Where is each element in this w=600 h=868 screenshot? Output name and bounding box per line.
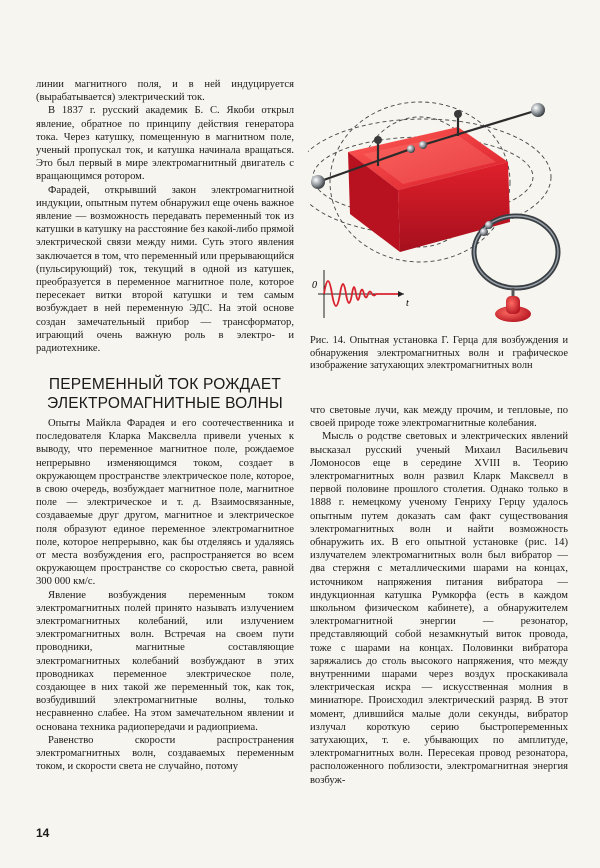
right-column-bottom — [310, 404, 568, 787]
paragraph: Равенство скорости распространения электромагнитных волн, создаваемых переменным током, и скорости света не случайно, потому — [36, 734, 294, 773]
hertz-apparatus-illustration — [308, 82, 570, 328]
paragraph: что световые лучи, как между прочим, и тепловые, по своей природе тоже электромагнитные колебания. — [310, 405, 568, 430]
paragraph: В 1837 г. русский академик Б. С. Якоби открыл явление, обратное по принципу действия генератора тока. Через катушку, помещенную в магнитном поле, ученый пропускал ток, и катушка начинала вращаться. Это был первый в мире электромагнитный двигатель с вращающимся ротором. — [36, 105, 294, 183]
vibrator-ball — [311, 175, 325, 189]
paragraph: Мысль о родстве световых и электрических явлений высказал русский ученый Михаил Васильевич Ломоносов еще в середине XVIII в. Теорию электромагнитных волн развил Кларк Максвелл в первой половине прошлого столетия. Однако только в 1888 г. немецкому ученому Генриху Герцу удалось опытным путем доказать сам факт существования электромагнитных волн и найти возможность обнаружить их. В его опытной установке (рис. 14) излучателем электромагнитных волн был вибратор — два стержня с металлическими шарами на концах, источником напряжения питания вибратора — индукционная катушка Румкорфа (есть в каждом школьном физическом кабинете), а обнаружителем электромагнитной энергии — резонатор, представляющий собой незамкнутый виток провода, тоже с шарами на концах. Половинки вибратора заряжались до столь высокого напряжения, что между внутренними шарами через воздух проскакивала электрическая искра — искусственная молния в миниатюре. Происходил электрический разряд. В этот момент, длившийся малые доли секунды, вибратор излучал короткую серию быстропеременных затухающих, т. е. убывающих по амплитуде, электромагнитных волн. Пересекая провод резонатора, расположенного поблизости, электромагнитная энергия возбуж- — [310, 431, 568, 786]
section-heading: ПЕРЕМЕННЫЙ ТОК РОЖДАЕТ ЭЛЕКТРОМАГНИТНЫЕ ВОЛНЫ — [47, 376, 283, 412]
axis-label-left: 0 — [312, 280, 317, 291]
hertz-apparatus-figure — [308, 82, 570, 328]
page-number: 14 — [36, 826, 50, 840]
resonator — [474, 216, 558, 322]
vibrator-ball — [531, 103, 545, 117]
axis-label-right: t — [406, 298, 409, 309]
left-column-top — [36, 78, 294, 355]
figure-caption: Рис. 14. Опытная установка Г. Герца для возбуждения и обнаружения электромагнитных волн и графическое изображение затухающих электромагнитных волн — [310, 335, 568, 372]
paragraph: Явление возбуждения переменным током электромагнитных полей принято называть излучением электромагнитных колебаний, или излучением электромагнитных волн. Встречая на своем пути проводники, магнитные составляющие электромагнитных колебаний возбуждают в этих проводниках переменное электрическое поле, создающее в них такой же переменный ток, как ток, возбудивший электромагнитные волны, только несравненно слабее. На этом замечательном явлении и основана техника радиопередачи и радиоприема. — [36, 589, 294, 733]
spark-gap-ball — [419, 141, 427, 149]
paragraph: Фарадей, открывший закон электромагнитной индукции, опытным путем обнаружил еще очень важное явление — возможность передавать переменный ток из катушки в катушку на расстояние без какой-либо прямой электрической связи между ними. Суть этого явления заключается в том, что переменный или прерывающийся (пульсирующий) ток, текущий в одной из катушек, преобразуется в переменное магнитное поле, которое пересекает витки второй катушки и тем самым возбуждает в ней переменную ЭДС. На этой основе создан замечательный прибор — трансформатор, играющий очень важную роль в электро- и радиотехнике. — [36, 184, 294, 355]
left-column-bottom — [36, 417, 294, 773]
damped-wave-graph — [318, 270, 404, 318]
paragraph: Опыты Майкла Фарадея и его соотечественника и последователя Кларка Максвелла привели ученых к выводу, что переменное магнитное поле, рождаемое непрерывно изменяющимся током, создает в окружающем пространстве электрическое поле, которое, в свою очередь, возбуждает магнитное поле, магнитное поле — электрическое и т. д. Взаимосвязанные, создаваемые друг другом, магнитное и электрическое поля образуют единое переменное электромагнитное поле, которое непрерывно, как бы отделяясь и удаляясь от места возбуждения его, распространяется во всем окружающем пространстве со скоростью света, равной 300 000 км/с. — [36, 418, 294, 588]
paragraph: линии магнитного поля, и в ней индуцируется (вырабатывается) электрический ток. — [36, 79, 294, 104]
spark-gap-ball — [407, 145, 415, 153]
